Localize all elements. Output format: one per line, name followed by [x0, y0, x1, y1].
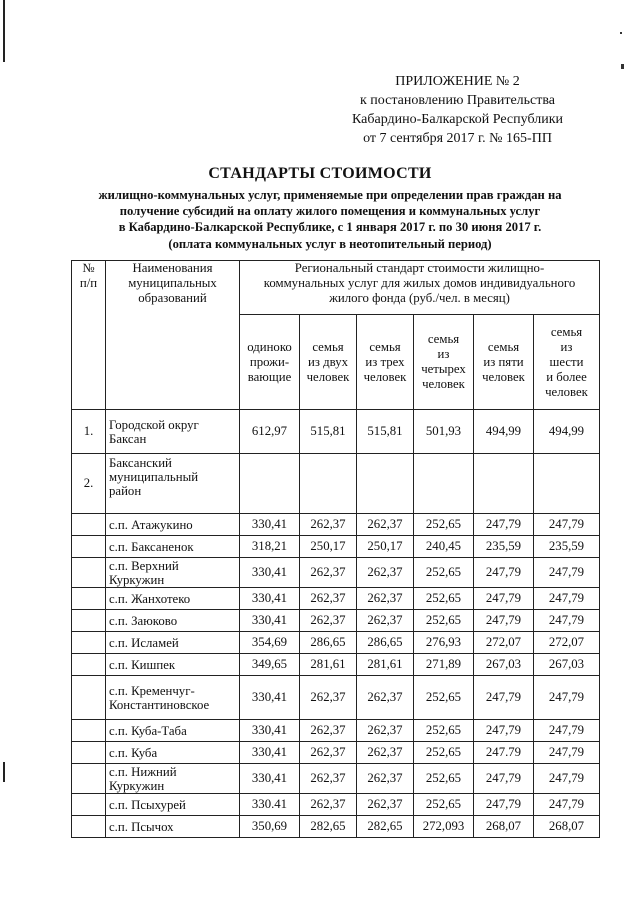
table-row: [72, 610, 600, 632]
cost-value: 262,37: [357, 764, 414, 794]
document-title: СТАНДАРТЫ СТОИМОСТИ: [208, 165, 432, 182]
scan-margin-line-top: [3, 0, 5, 62]
cost-value: 612,97: [240, 410, 300, 454]
cost-standards-table: [71, 260, 600, 838]
cost-value: [240, 454, 300, 514]
row-number: [72, 536, 106, 558]
row-number: [72, 558, 106, 588]
table-row: [72, 558, 600, 588]
sub-col-header: семья из пяти человек: [474, 315, 534, 410]
cost-value: [357, 454, 414, 514]
cost-value: 252,65: [414, 794, 474, 816]
col-header-regional-standard: Региональный стандарт стоимости жилищно- коммунальных услуг для жилых домов индивидуального жилого фонда (руб./чел. в месяц): [240, 261, 600, 315]
cost-value: 252,65: [414, 610, 474, 632]
cost-value: [474, 454, 534, 514]
row-number: [72, 764, 106, 794]
cost-value: 271,89: [414, 654, 474, 676]
cost-value: 276,93: [414, 632, 474, 654]
cost-value: 247,79: [534, 610, 600, 632]
cost-value: 286,65: [300, 632, 357, 654]
municipality-name: с.п. Нижний Куркужин: [106, 764, 240, 794]
cost-value: 247,79: [534, 676, 600, 720]
municipality-name: с.п. Псычох: [106, 816, 240, 838]
sub-col-header: семья из двух человек: [300, 315, 357, 410]
cost-value: 247.79: [474, 742, 534, 764]
sub-col-header: семья из шести и более человек: [534, 315, 600, 410]
cost-value: 286,65: [357, 632, 414, 654]
cost-value: 318,21: [240, 536, 300, 558]
cost-value: [414, 454, 474, 514]
col-header-municipality: Наименования муниципальных образований: [106, 261, 240, 410]
cost-value: [300, 454, 357, 514]
table-row: [72, 654, 600, 676]
municipality-name: с.п. Заюково: [106, 610, 240, 632]
cost-value: 330,41: [240, 676, 300, 720]
cost-value: 330,41: [240, 610, 300, 632]
cost-value: 247,79: [474, 610, 534, 632]
cost-value: 262,37: [357, 794, 414, 816]
cost-value: 262,37: [300, 514, 357, 536]
municipality-name: с.п. Псыхурей: [106, 794, 240, 816]
cost-value: 262,37: [357, 742, 414, 764]
cost-value: 252,65: [414, 720, 474, 742]
subtitle-line: получение субсидий на оплату жилого помещения и коммунальных услуг: [119, 204, 541, 219]
cost-value: 349,65: [240, 654, 300, 676]
municipality-name: Городской округ Баксан: [106, 410, 240, 454]
cost-value: 247,79: [534, 514, 600, 536]
subtitle-line: в Кабардино-Балкарской Республике, с 1 января 2017 г. по 30 июня 2017 г.: [118, 220, 542, 235]
cost-value: 515,81: [357, 410, 414, 454]
cost-value: 330,41: [240, 742, 300, 764]
row-number: [72, 794, 106, 816]
cost-value: 262,37: [300, 720, 357, 742]
cost-value: 272,07: [534, 632, 600, 654]
municipality-name: с.п. Исламей: [106, 632, 240, 654]
appendix-header: [330, 72, 585, 148]
cost-value: 501,93: [414, 410, 474, 454]
cost-value: 240,45: [414, 536, 474, 558]
appendix-line: от 7 сентября 2017 г. № 165-ПП: [363, 131, 552, 146]
table-row: [72, 454, 600, 514]
table-row: [72, 410, 600, 454]
municipality-name: Баксанский муниципальный район: [106, 454, 240, 514]
table-row: [72, 632, 600, 654]
cost-value: 247,79: [474, 676, 534, 720]
sub-col-header: одиноко прожи- вающие: [240, 315, 300, 410]
cost-value: 272,07: [474, 632, 534, 654]
cost-value: 494,99: [534, 410, 600, 454]
cost-value: 267,03: [474, 654, 534, 676]
scan-margin-line-bottom: [3, 762, 5, 782]
sub-col-header: семья из четырех человек: [414, 315, 474, 410]
cost-value: 252,65: [414, 742, 474, 764]
table-row: [72, 676, 600, 720]
row-number: [72, 676, 106, 720]
table-row: [72, 536, 600, 558]
cost-value: 282,65: [357, 816, 414, 838]
cost-value: 262,37: [300, 764, 357, 794]
cost-value: 262,37: [357, 514, 414, 536]
table-row: [72, 816, 600, 838]
scan-speck: [620, 32, 622, 34]
sub-col-header: семья из трех человек: [357, 315, 414, 410]
cost-value: 247,79: [474, 558, 534, 588]
cost-value: 247,79: [474, 764, 534, 794]
cost-value: 247,79: [534, 588, 600, 610]
row-number: [72, 654, 106, 676]
table-row: [72, 720, 600, 742]
table-row: [72, 588, 600, 610]
cost-value: 262,37: [357, 610, 414, 632]
municipality-name: с.п. Кишпек: [106, 654, 240, 676]
municipality-name: с.п. Верхний Куркужин: [106, 558, 240, 588]
cost-value: 330,41: [240, 514, 300, 536]
cost-value: 247,79: [534, 742, 600, 764]
cost-value: 247,79: [474, 794, 534, 816]
row-number: [72, 632, 106, 654]
cost-value: 262,37: [300, 558, 357, 588]
cost-value: 330.41: [240, 794, 300, 816]
municipality-name: с.п. Кременчуг- Константиновское: [106, 676, 240, 720]
row-number: 1.: [72, 410, 106, 454]
subtitle-line: (оплата коммунальных услуг в неотопительный период): [168, 236, 492, 251]
table-row: [72, 764, 600, 794]
cost-value: 252,65: [414, 588, 474, 610]
cost-value: 268,07: [474, 816, 534, 838]
cost-value: 262,37: [300, 794, 357, 816]
appendix-title: ПРИЛОЖЕНИЕ № 2: [395, 74, 520, 89]
cost-value: 330,41: [240, 764, 300, 794]
cost-value: 247,79: [534, 764, 600, 794]
table-row: [72, 742, 600, 764]
scan-speck: [621, 64, 624, 69]
cost-value: 262,37: [300, 610, 357, 632]
cost-value: 262,37: [300, 588, 357, 610]
cost-value: 247,79: [474, 720, 534, 742]
cost-value: 247,79: [474, 588, 534, 610]
cost-value: 262,37: [357, 720, 414, 742]
cost-value: 515,81: [300, 410, 357, 454]
cost-value: 350,69: [240, 816, 300, 838]
cost-value: 247,79: [474, 514, 534, 536]
cost-value: 252,65: [414, 764, 474, 794]
cost-value: 330,41: [240, 558, 300, 588]
cost-value: 252,65: [414, 558, 474, 588]
cost-value: 250,17: [300, 536, 357, 558]
appendix-line: Кабардино-Балкарской Республики: [352, 112, 563, 127]
cost-value: 262,37: [357, 676, 414, 720]
row-number: [72, 742, 106, 764]
cost-value: 330,41: [240, 720, 300, 742]
municipality-name: с.п. Куба: [106, 742, 240, 764]
cost-value: 281,61: [357, 654, 414, 676]
municipality-name: с.п. Куба-Таба: [106, 720, 240, 742]
table-row: [72, 514, 600, 536]
cost-value: 247,79: [534, 720, 600, 742]
cost-value: 262,37: [300, 742, 357, 764]
cost-value: 282,65: [300, 816, 357, 838]
row-number: [72, 610, 106, 632]
municipality-name: с.п. Жанхотеко: [106, 588, 240, 610]
municipality-name: с.п. Баксаненок: [106, 536, 240, 558]
cost-value: 262,37: [300, 676, 357, 720]
row-number: [72, 514, 106, 536]
cost-value: 494,99: [474, 410, 534, 454]
cost-value: 247,79: [534, 558, 600, 588]
subtitle-line: жилищно-коммунальных услуг, применяемые при определении прав граждан на: [98, 188, 562, 202]
appendix-line: к постановлению Правительства: [359, 93, 556, 108]
row-number: [72, 588, 106, 610]
row-number: [72, 816, 106, 838]
cost-value: 262,37: [357, 558, 414, 588]
cost-value: 267,03: [534, 654, 600, 676]
cost-value: 281,61: [300, 654, 357, 676]
cost-value: 250,17: [357, 536, 414, 558]
cost-value: 235,59: [534, 536, 600, 558]
document-subtitle: [60, 187, 600, 252]
municipality-name: с.п. Атажукино: [106, 514, 240, 536]
row-number: [72, 720, 106, 742]
cost-value: 235,59: [474, 536, 534, 558]
cost-value: [534, 454, 600, 514]
cost-value: 247,79: [534, 794, 600, 816]
table-row: [72, 794, 600, 816]
cost-value: 252,65: [414, 514, 474, 536]
cost-value: 272,093: [414, 816, 474, 838]
cost-value: 268,07: [534, 816, 600, 838]
row-number: 2.: [72, 454, 106, 514]
cost-value: 262,37: [357, 588, 414, 610]
col-header-number: № п/п: [72, 261, 106, 410]
cost-value: 354,69: [240, 632, 300, 654]
cost-value: 252,65: [414, 676, 474, 720]
cost-value: 330,41: [240, 588, 300, 610]
